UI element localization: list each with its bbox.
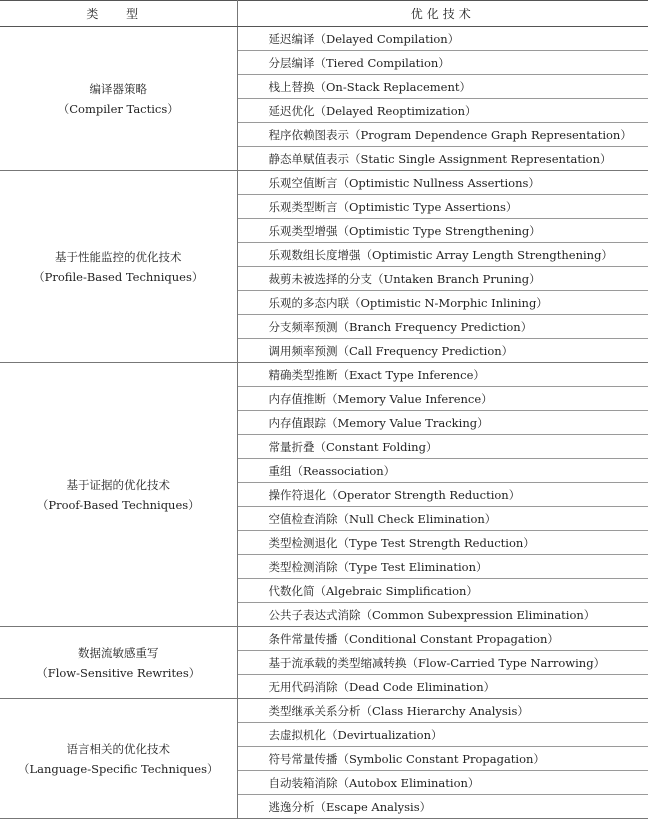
technique-cell: 自动装箱消除（Autobox Elimination） (237, 771, 648, 795)
category-name-en: （Flow-Sensitive Rewrites） (36, 665, 201, 680)
technique-cell: 延迟编译（Delayed Compilation） (237, 27, 648, 51)
technique-cell: 代数化简（Algebraic Simplification） (237, 579, 648, 603)
technique-column-header: 优化技术 (237, 1, 648, 27)
type-column-header: 类 型 (0, 1, 237, 27)
technique-cell: 类型继承关系分析（Class Hierarchy Analysis） (237, 699, 648, 723)
table-row (0, 627, 648, 651)
technique-cell: 乐观类型断言（Optimistic Type Assertions） (237, 195, 648, 219)
technique-cell: 分支频率预测（Branch Frequency Prediction） (237, 315, 648, 339)
category-name-cn: 数据流敏感重写 (78, 645, 159, 660)
category-name-cn: 语言相关的优化技术 (66, 741, 170, 756)
technique-cell: 调用频率预测（Call Frequency Prediction） (237, 339, 648, 363)
technique-cell: 乐观空值断言（Optimistic Nullness Assertions） (237, 171, 648, 195)
technique-cell: 分层编译（Tiered Compilation） (237, 51, 648, 75)
category-name-en: （Compiler Tactics） (57, 101, 179, 116)
technique-cell: 条件常量传播（Conditional Constant Propagation） (237, 627, 648, 651)
technique-cell: 常量折叠（Constant Folding） (237, 435, 648, 459)
technique-cell: 重组（Reassociation） (237, 459, 648, 483)
table-body (0, 27, 648, 819)
category-cell (0, 27, 237, 171)
technique-cell: 裁剪未被选择的分支（Untaken Branch Pruning） (237, 267, 648, 291)
technique-cell: 操作符退化（Operator Strength Reduction） (237, 483, 648, 507)
category-name-cn: 基于性能监控的优化技术 (55, 249, 182, 264)
category-cell (0, 363, 237, 627)
table-row (0, 27, 648, 51)
technique-cell: 静态单赋值表示（Static Single Assignment Representation） (237, 147, 648, 171)
technique-cell: 类型检测退化（Type Test Strength Reduction） (237, 531, 648, 555)
technique-cell: 栈上替换（On-Stack Replacement） (237, 75, 648, 99)
technique-cell: 去虚拟机化（Devirtualization） (237, 723, 648, 747)
category-name-en: （Language-Specific Techniques） (18, 761, 219, 776)
table-row (0, 699, 648, 723)
table-row (0, 171, 648, 195)
category-cell (0, 171, 237, 363)
category-name-cn: 编译器策略 (89, 81, 147, 96)
table-header (0, 1, 648, 27)
category-cell (0, 627, 237, 699)
category-name-cn: 基于证据的优化技术 (66, 477, 170, 492)
technique-cell: 乐观数组长度增强（Optimistic Array Length Strengthening） (237, 243, 648, 267)
technique-cell: 类型检测消除（Type Test Elimination） (237, 555, 648, 579)
technique-cell: 程序依赖图表示（Program Dependence Graph Representation） (237, 123, 648, 147)
technique-cell: 精确类型推断（Exact Type Inference） (237, 363, 648, 387)
category-name-en: （Profile-Based Techniques） (33, 269, 204, 284)
technique-cell: 符号常量传播（Symbolic Constant Propagation） (237, 747, 648, 771)
header-row (0, 1, 648, 27)
technique-cell: 内存值推断（Memory Value Inference） (237, 387, 648, 411)
technique-cell: 空值检查消除（Null Check Elimination） (237, 507, 648, 531)
technique-cell: 内存值跟踪（Memory Value Tracking） (237, 411, 648, 435)
technique-cell: 乐观的多态内联（Optimistic N-Morphic Inlining） (237, 291, 648, 315)
category-cell (0, 699, 237, 819)
technique-cell: 延迟优化（Delayed Reoptimization） (237, 99, 648, 123)
technique-cell: 基于流承载的类型缩减转换（Flow-Carried Type Narrowing） (237, 651, 648, 675)
category-name-en: （Proof-Based Techniques） (36, 497, 200, 512)
technique-cell: 无用代码消除（Dead Code Elimination） (237, 675, 648, 699)
technique-cell: 乐观类型增强（Optimistic Type Strengthening） (237, 219, 648, 243)
technique-cell: 公共子表达式消除（Common Subexpression Elimination） (237, 603, 648, 627)
table-row (0, 363, 648, 387)
technique-cell: 逃逸分析（Escape Analysis） (237, 795, 648, 819)
